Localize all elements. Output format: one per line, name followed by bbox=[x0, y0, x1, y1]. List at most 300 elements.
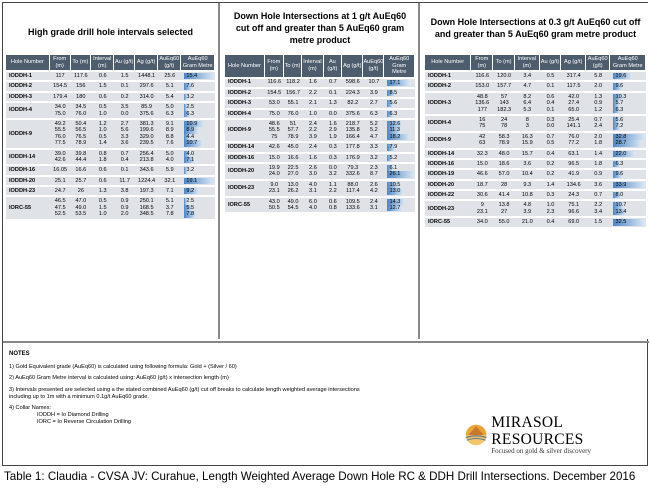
gram-metre-cell bbox=[610, 133, 646, 148]
value-cell bbox=[71, 177, 92, 185]
cell-value: 141.1 bbox=[566, 123, 581, 130]
value-cell bbox=[363, 143, 384, 151]
hole-number: IODDH-9 bbox=[425, 133, 471, 148]
logo-tagline: Focused on gold & silver discovery bbox=[491, 447, 592, 456]
cell-value: 19.9 bbox=[268, 165, 280, 171]
table-row bbox=[225, 164, 415, 179]
cell-value: 156 bbox=[76, 83, 86, 90]
value-cell bbox=[493, 181, 515, 189]
value-cell bbox=[114, 197, 135, 218]
value-cell bbox=[363, 181, 384, 196]
value-cell bbox=[50, 93, 71, 101]
cell-value: 15.7 bbox=[521, 150, 533, 157]
cell-value: 6.4 bbox=[523, 100, 532, 107]
cell-value: 143 bbox=[499, 100, 509, 107]
cell-value: 0.2 bbox=[546, 171, 555, 178]
gram-metre-value: 11.3 bbox=[389, 127, 400, 134]
cell-value: 2.2 bbox=[309, 89, 317, 96]
table-row bbox=[425, 93, 646, 114]
gram-metre-value: 7.6 bbox=[186, 83, 195, 90]
value-cell bbox=[471, 72, 493, 80]
value-cell bbox=[324, 89, 343, 97]
cell-value: 3.9 bbox=[370, 89, 378, 96]
value-cell bbox=[50, 177, 71, 185]
value-cell bbox=[540, 150, 562, 158]
cell-value: 180 bbox=[76, 93, 86, 100]
gram-metre-cell bbox=[610, 170, 646, 178]
cell-value: 117.5 bbox=[566, 83, 581, 90]
cell-value: 177 bbox=[477, 106, 487, 113]
column-header: Au (g/t) bbox=[324, 55, 343, 77]
value-cell bbox=[265, 99, 284, 107]
cell-value: 55.5 bbox=[54, 127, 66, 134]
table-row bbox=[6, 177, 215, 185]
value-cell bbox=[515, 160, 540, 168]
gram-metre-value: 10.7 bbox=[615, 202, 627, 209]
value-cell bbox=[284, 110, 303, 118]
cell-value: 1.3 bbox=[594, 93, 603, 100]
value-cell bbox=[342, 198, 363, 213]
table-row bbox=[425, 72, 646, 80]
cell-value: 213.8 bbox=[139, 156, 154, 163]
cell-value: 8.2 bbox=[523, 93, 532, 100]
value-cell bbox=[91, 177, 114, 185]
cell-value: 2.4 bbox=[594, 123, 603, 130]
cell-value: 0.0 bbox=[120, 110, 129, 117]
table-row bbox=[425, 181, 646, 189]
value-cell bbox=[265, 181, 284, 196]
cell-value: 0.6 bbox=[98, 93, 107, 100]
cell-value: 297.6 bbox=[139, 83, 154, 90]
gram-metre-value: 19.1 bbox=[186, 177, 198, 184]
column-header: Ag (g/t) bbox=[561, 55, 586, 70]
cell-value: 3.4 bbox=[523, 72, 532, 79]
cell-value: 116.6 bbox=[475, 72, 490, 79]
value-cell bbox=[493, 218, 515, 226]
table-header-row bbox=[6, 55, 215, 70]
cell-value: 1.5 bbox=[594, 219, 603, 226]
value-cell bbox=[540, 201, 562, 216]
mirasol-logo bbox=[465, 413, 635, 457]
value-cell bbox=[135, 103, 158, 118]
column-header: Au (g/t) bbox=[114, 55, 135, 70]
value-cell bbox=[471, 133, 493, 148]
cell-value: 598.6 bbox=[345, 79, 360, 86]
cell-value: 7.6 bbox=[165, 140, 174, 147]
cell-value: 2.1 bbox=[309, 100, 317, 107]
cell-value: 2.0 bbox=[594, 133, 603, 140]
value-cell bbox=[302, 110, 323, 118]
value-cell bbox=[284, 198, 303, 213]
cell-value: 0.5 bbox=[98, 198, 107, 205]
cell-value: 21.0 bbox=[521, 219, 533, 226]
note-2: 2) AuEq60 Gram Metre interval is calculated using: AuEq60 (g/t) x intersection length (m) bbox=[9, 375, 229, 382]
hole-number: IODDH-9 bbox=[225, 120, 265, 141]
value-cell bbox=[363, 89, 384, 97]
gram-metre-value: 15.4 bbox=[186, 73, 198, 79]
value-cell bbox=[561, 82, 586, 90]
value-cell bbox=[158, 120, 181, 148]
cell-value: 5.4 bbox=[165, 93, 174, 100]
value-cell bbox=[265, 110, 284, 118]
cell-value: 32.3 bbox=[476, 150, 488, 157]
gram-metre-cell bbox=[181, 187, 215, 195]
value-cell bbox=[114, 150, 135, 165]
cell-value: 24 bbox=[500, 116, 508, 123]
cell-value: 120.0 bbox=[497, 72, 512, 79]
cell-value: 2.2 bbox=[328, 188, 337, 195]
value-cell bbox=[135, 197, 158, 218]
cell-value: 42.6 bbox=[54, 156, 66, 163]
gram-metre-value: 10.9 bbox=[186, 120, 198, 127]
cell-value: 88.0 bbox=[347, 181, 359, 188]
cell-value: 1.6 bbox=[309, 79, 317, 86]
gram-metre-value: 8.5 bbox=[389, 89, 398, 96]
cell-value: 51 bbox=[289, 121, 297, 128]
cell-value: 3.4 bbox=[594, 208, 603, 215]
column-header: AuEq60 (g/t) bbox=[158, 55, 181, 70]
cell-value: 381.3 bbox=[139, 120, 154, 127]
cell-value: 2.0 bbox=[594, 83, 603, 90]
value-cell bbox=[135, 82, 158, 90]
cell-value: 53.5 bbox=[75, 211, 87, 218]
value-cell bbox=[515, 82, 540, 90]
gram-metre-value: 3.2 bbox=[186, 93, 195, 100]
note-1: 1) Gold Equivalent grade (AuEq60) is calculated using following formula: Gold + (Silver / 60) bbox=[9, 364, 237, 371]
gram-metre-cell bbox=[610, 160, 646, 168]
cell-value: 26.2 bbox=[287, 188, 299, 195]
cell-value: 48.8 bbox=[476, 93, 488, 100]
value-cell bbox=[302, 181, 323, 196]
value-cell bbox=[540, 93, 562, 114]
hole-number: IODDH-2 bbox=[225, 89, 265, 97]
cell-value: 218.7 bbox=[345, 121, 360, 128]
value-cell bbox=[324, 99, 343, 107]
cell-value: 3.6 bbox=[120, 140, 129, 147]
panel-1gt-cutoff bbox=[222, 3, 420, 339]
hole-number: IODDH-14 bbox=[6, 150, 50, 165]
column-header: AuEq60 Gram Metre bbox=[384, 55, 415, 77]
value-cell bbox=[91, 93, 114, 101]
value-cell bbox=[561, 191, 586, 199]
value-cell bbox=[324, 110, 343, 118]
hole-number: IODDH-14 bbox=[225, 143, 265, 151]
cell-value: 176.9 bbox=[345, 154, 360, 161]
gram-metre-bar bbox=[184, 211, 214, 217]
cell-value: 3.1 bbox=[309, 188, 317, 195]
table-row bbox=[6, 72, 215, 80]
value-cell bbox=[515, 150, 540, 158]
cell-value: 250.1 bbox=[139, 198, 154, 205]
column-header: To (m) bbox=[493, 55, 515, 70]
hole-number: IODDH-1 bbox=[425, 72, 471, 80]
cell-value: 42.6 bbox=[268, 144, 280, 151]
cell-value: 3.2 bbox=[328, 171, 337, 178]
value-cell bbox=[515, 191, 540, 199]
hole-number: IODDH-19 bbox=[425, 170, 471, 178]
cell-value: 76.0 bbox=[287, 110, 299, 117]
value-cell bbox=[493, 191, 515, 199]
cell-value: 0.5 bbox=[98, 104, 107, 111]
gram-metre-cell bbox=[181, 93, 215, 101]
cell-value: 27 bbox=[500, 208, 508, 215]
cell-value: 16.6 bbox=[287, 154, 299, 161]
value-cell bbox=[515, 181, 540, 189]
cell-value: 0.6 bbox=[98, 167, 107, 174]
cell-value: 0.4 bbox=[546, 100, 555, 107]
value-cell bbox=[540, 72, 562, 80]
cell-value: 8.9 bbox=[165, 127, 174, 134]
cell-value: 1.0 bbox=[98, 127, 107, 134]
cell-value: 0.1 bbox=[120, 83, 129, 90]
cell-value: 9.1 bbox=[165, 120, 174, 127]
cell-value: 317.4 bbox=[566, 72, 581, 79]
value-cell bbox=[50, 82, 71, 90]
cell-value: 7.1 bbox=[165, 188, 174, 195]
cell-value: 0.6 bbox=[328, 198, 337, 205]
cell-value: 2.4 bbox=[309, 121, 317, 128]
cell-value: 166.4 bbox=[345, 133, 360, 140]
value-cell bbox=[515, 133, 540, 148]
gram-metre-value: 14.3 bbox=[389, 198, 401, 205]
cell-value: 375.6 bbox=[345, 110, 360, 117]
value-cell bbox=[561, 160, 586, 168]
value-cell bbox=[586, 170, 611, 178]
cell-value: 24.3 bbox=[568, 192, 580, 199]
cell-value: 45.0 bbox=[287, 144, 299, 151]
cell-value: 2.9 bbox=[328, 127, 337, 134]
value-cell bbox=[91, 72, 114, 80]
value-cell bbox=[493, 93, 515, 114]
cell-value: 2.3 bbox=[546, 208, 555, 215]
table-row bbox=[6, 82, 215, 90]
gram-metre-value: 12.7 bbox=[389, 204, 401, 211]
gram-metre-value: 7.9 bbox=[389, 144, 398, 151]
gram-metre-value: 7.2 bbox=[615, 123, 624, 130]
intersection-table bbox=[425, 53, 646, 229]
logo-name: MIRASOL RESOURCES bbox=[491, 414, 584, 449]
hole-number: IODDH-20 bbox=[425, 181, 471, 189]
value-cell bbox=[50, 187, 71, 195]
value-cell bbox=[71, 72, 92, 80]
gram-metre-value: 7.1 bbox=[186, 156, 195, 163]
hole-number: IODDH-14 bbox=[425, 150, 471, 158]
gram-metre-bar bbox=[184, 73, 214, 79]
value-cell bbox=[586, 133, 611, 148]
cell-value: 18.6 bbox=[498, 160, 510, 167]
value-cell bbox=[586, 150, 611, 158]
value-cell bbox=[114, 166, 135, 174]
cell-value: 76.0 bbox=[75, 110, 87, 117]
gram-metre-value: 26.1 bbox=[389, 171, 401, 178]
hole-number: IORC-55 bbox=[6, 197, 50, 218]
cell-value: 0.8 bbox=[98, 150, 107, 157]
gram-metre-value: 6.3 bbox=[186, 110, 195, 117]
hole-number: IODDH-4 bbox=[425, 116, 471, 131]
cell-value: 34.0 bbox=[476, 219, 488, 226]
value-cell bbox=[265, 154, 284, 162]
cell-value: 5.2 bbox=[370, 127, 378, 134]
value-cell bbox=[561, 218, 586, 226]
cell-value: 0.3 bbox=[328, 154, 337, 161]
cell-value: 0.6 bbox=[546, 93, 555, 100]
column-header: Hole Number bbox=[6, 55, 50, 70]
value-cell bbox=[114, 82, 135, 90]
cell-value: 1.4 bbox=[546, 181, 555, 188]
cell-value: 1.4 bbox=[594, 150, 603, 157]
hole-number: IODDH-4 bbox=[6, 103, 50, 118]
table-container bbox=[422, 53, 649, 229]
gram-metre-value: 18.2 bbox=[389, 133, 401, 140]
cell-value: 10.7 bbox=[368, 79, 380, 86]
cell-value: 3.1 bbox=[370, 204, 378, 211]
cell-value: 224.3 bbox=[345, 89, 360, 96]
value-cell bbox=[158, 197, 181, 218]
value-cell bbox=[302, 89, 323, 97]
value-cell bbox=[71, 103, 92, 118]
table-row bbox=[6, 187, 215, 195]
value-cell bbox=[284, 79, 303, 87]
gram-metre-bar bbox=[387, 155, 414, 161]
cell-value: 9 bbox=[480, 202, 484, 209]
column-header: AuEq60 Gram Metre bbox=[610, 55, 646, 70]
cell-value: 16 bbox=[479, 116, 486, 123]
value-cell bbox=[342, 181, 363, 196]
gram-metre-bar bbox=[184, 140, 214, 146]
cell-value: 44.4 bbox=[75, 156, 87, 163]
value-cell bbox=[561, 201, 586, 216]
cell-value: 25.7 bbox=[75, 177, 87, 184]
value-cell bbox=[50, 166, 71, 174]
gram-metre-value: 9.2 bbox=[186, 188, 195, 195]
value-cell bbox=[342, 164, 363, 179]
value-cell bbox=[493, 160, 515, 168]
cell-value: 375.6 bbox=[139, 110, 154, 117]
value-cell bbox=[114, 120, 135, 148]
cell-value: 3.5 bbox=[120, 104, 129, 111]
value-cell bbox=[515, 170, 540, 178]
value-cell bbox=[302, 99, 323, 107]
cell-value: 3.3 bbox=[370, 144, 378, 151]
panel-high-grade bbox=[3, 3, 220, 339]
cell-value: 1.3 bbox=[98, 188, 107, 195]
gram-metre-cell bbox=[610, 201, 646, 216]
cell-value: 0.5 bbox=[546, 140, 555, 147]
gram-metre-bar bbox=[387, 171, 414, 177]
value-cell bbox=[471, 82, 493, 90]
gram-metre-value: 10.5 bbox=[389, 181, 401, 188]
value-cell bbox=[586, 191, 611, 199]
value-cell bbox=[471, 160, 493, 168]
gram-metre-bar bbox=[613, 219, 645, 225]
cell-value: 177.8 bbox=[345, 144, 360, 151]
cell-value: 43.0 bbox=[268, 198, 280, 205]
cell-value: 50.5 bbox=[268, 204, 280, 211]
cell-value: 96.5 bbox=[568, 160, 580, 167]
cell-value: 76.5 bbox=[75, 133, 87, 140]
note-4a: IODDH = Io Diamond Drilling bbox=[37, 412, 109, 419]
gram-metre-cell bbox=[384, 198, 415, 213]
cell-value: 1.3 bbox=[328, 100, 337, 107]
gram-metre-bar bbox=[613, 171, 645, 177]
cell-value: 30.6 bbox=[476, 192, 488, 199]
cell-value: 1.2 bbox=[98, 120, 107, 127]
cell-value: 135.8 bbox=[345, 127, 360, 134]
cell-value: 4.0 bbox=[165, 156, 174, 163]
cell-value: 77.5 bbox=[54, 140, 66, 147]
gram-metre-value: 33.9 bbox=[615, 181, 627, 188]
value-cell bbox=[71, 197, 92, 218]
cell-value: 0.7 bbox=[546, 133, 555, 140]
cell-value: 6.3 bbox=[165, 110, 174, 117]
panel-title: High grade drill hole intervals selected bbox=[27, 27, 194, 37]
value-cell bbox=[540, 133, 562, 148]
value-cell bbox=[586, 93, 611, 114]
gram-metre-bar bbox=[613, 140, 645, 146]
cell-value: 116.6 bbox=[267, 79, 282, 86]
hole-number: IODDH-23 bbox=[225, 181, 265, 196]
cell-value: 53.0 bbox=[268, 100, 280, 107]
table-header-row bbox=[425, 55, 646, 70]
cell-value: 57.7 bbox=[287, 127, 299, 134]
value-cell bbox=[114, 72, 135, 80]
cell-value: 329.0 bbox=[139, 133, 154, 140]
cell-value: 8.7 bbox=[370, 171, 378, 178]
value-cell bbox=[515, 201, 540, 216]
gram-metre-value: 6.3 bbox=[615, 160, 624, 167]
cell-value: 0.0 bbox=[328, 165, 337, 171]
note-4: 4) Collar Names: bbox=[9, 405, 51, 412]
cell-value: 47.5 bbox=[54, 204, 66, 211]
cell-value: 3 bbox=[525, 123, 529, 130]
hole-number: IODDH-3 bbox=[425, 93, 471, 114]
value-cell bbox=[91, 82, 114, 90]
cell-value: 56.5 bbox=[75, 127, 87, 134]
cell-value: 16.3 bbox=[521, 133, 533, 140]
cell-value: 78.9 bbox=[287, 133, 299, 140]
gram-metre-value: 6.3 bbox=[615, 106, 624, 113]
cell-value: 6.0 bbox=[309, 198, 317, 205]
cell-value: 2.2 bbox=[309, 127, 317, 134]
cell-value: 34.5 bbox=[75, 104, 87, 111]
table-row bbox=[225, 99, 415, 107]
hole-number: IODDH-16 bbox=[225, 154, 265, 162]
cell-value: 26 bbox=[77, 188, 84, 195]
cell-value: 239.5 bbox=[139, 140, 154, 147]
value-cell bbox=[71, 166, 92, 174]
value-cell bbox=[471, 150, 493, 158]
gram-metre-bar bbox=[184, 178, 214, 184]
cell-value: 0.7 bbox=[594, 192, 603, 199]
table-row bbox=[225, 89, 415, 97]
gram-metre-cell bbox=[384, 89, 415, 97]
table-row bbox=[225, 120, 415, 141]
cell-value: 42 bbox=[479, 133, 486, 140]
gram-metre-cell bbox=[610, 218, 646, 226]
value-cell bbox=[363, 110, 384, 118]
gram-metre-bar bbox=[613, 151, 645, 157]
gram-metre-value: 32.5 bbox=[615, 219, 627, 226]
value-cell bbox=[540, 191, 562, 199]
cell-value: 41.9 bbox=[568, 171, 580, 178]
value-cell bbox=[135, 150, 158, 165]
column-header: AuEq60 (g/t) bbox=[363, 55, 384, 77]
value-cell bbox=[540, 116, 562, 131]
value-cell bbox=[71, 120, 92, 148]
value-cell bbox=[284, 120, 303, 141]
cell-value: 0.5 bbox=[546, 72, 555, 79]
value-cell bbox=[561, 93, 586, 114]
